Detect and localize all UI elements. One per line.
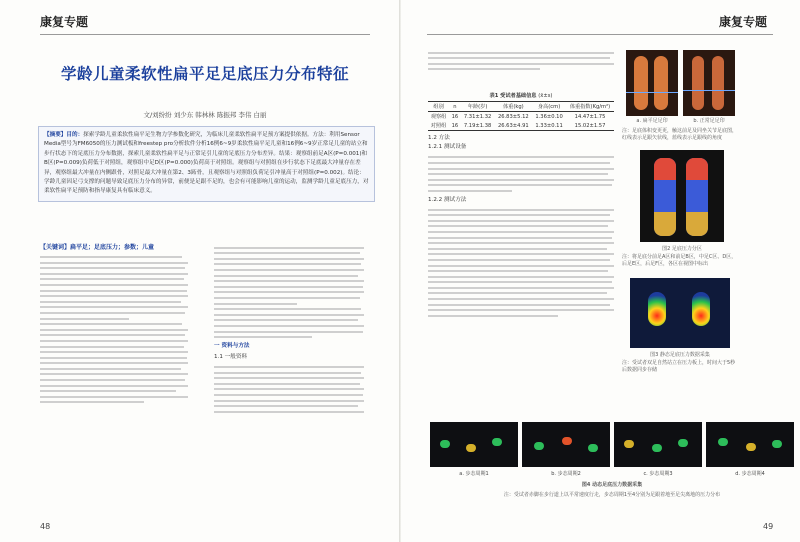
table-cell: 26.83±5.12: [497, 113, 529, 120]
table-cell: 16: [451, 122, 459, 129]
header-rule-left: [40, 34, 370, 35]
gait-strip-3: [614, 422, 702, 467]
right-intro-text: [428, 48, 614, 74]
fig3-caption: 图3 静态足底压力数据采集: [650, 352, 710, 358]
table-header-cell: n: [453, 103, 457, 110]
table-cell: 16: [451, 113, 459, 120]
fig1-label-a: a. 扁平足足印: [636, 118, 668, 124]
table-cell: 对照组: [430, 123, 447, 129]
section-heading-materials: 一 资料与方法: [214, 342, 250, 349]
table-cell: 15.02±1.57: [574, 122, 606, 129]
fig4-label-b: b. 步态周期2: [551, 471, 581, 477]
section-method: 1.2 方法: [428, 135, 450, 141]
table-row: [428, 121, 614, 131]
running-head-left: 康复专题: [40, 15, 89, 29]
right-column-methods: [428, 134, 614, 320]
figure-plantar-zones: [640, 150, 724, 242]
gait-strip-1: [430, 422, 518, 467]
fig4-label-d: d. 步态周期4: [735, 471, 765, 477]
fig4-label-a: a. 步态周期1: [459, 471, 489, 477]
left-column-1: [40, 243, 188, 407]
table-cell: 观察组: [430, 114, 447, 120]
table-cell: 7.31±1.32: [463, 113, 492, 120]
section-device: 1.2.1 测试设备: [428, 144, 467, 151]
table-title: 表1 受试者基础信息: [489, 93, 537, 99]
figure-flatfoot-print: [626, 50, 678, 116]
fig4-label-c: c. 步态周期3: [643, 471, 673, 477]
fig2-note: 注：将足底分前足A区和前足B区，中足C区、D区，后足E区，后足F区，各区在视图中标出: [622, 254, 737, 267]
fig2-caption: 图2 足底压力分区: [662, 246, 702, 252]
left-column-2: [214, 243, 364, 416]
subsection-general-data: 1.1 一般资料: [214, 354, 248, 361]
section-test-method: 1.2.2 测试方法: [428, 196, 467, 203]
article-title: 学龄儿童柔软性扁平足足底压力分布特征: [60, 65, 349, 83]
fig1-caption: 注：足底体积变更更，触这前足及同坐关节足底图，红线表示足跟矢状线，蓝线表示足跟线的角度: [622, 128, 738, 141]
fig3-note: 注：受试者双足自然站立在压力板上，时间大于5秒后数据同步存储: [622, 360, 736, 373]
table-header-cell: 身高(cm): [537, 104, 561, 110]
table-header-cell: 体重指数(Kg/m²): [569, 104, 611, 110]
table-cell: 1.33±0.11: [535, 122, 563, 129]
table-header-row: [428, 102, 614, 112]
figure-static-pressure: [630, 278, 730, 348]
keywords: 【关键词】扁平足；足底压力；参数；儿童: [40, 244, 155, 251]
table-cell: 14.47±1.75: [574, 113, 606, 120]
left-page: [0, 0, 399, 542]
table-header-cell: 组别: [433, 104, 444, 110]
abstract-box: [38, 126, 375, 202]
figure-normal-print: [683, 50, 735, 116]
page-number-left: 48: [40, 522, 51, 531]
page-number-right: 49: [763, 522, 774, 531]
gait-strip-2: [522, 422, 610, 467]
fig4-caption: 图4 动态足底压力数据采集: [581, 482, 643, 488]
table-header-cell: 年龄(岁): [467, 104, 488, 110]
table-header-cell: 体重(kg): [502, 104, 524, 110]
table-unit: (x̄±s): [538, 93, 553, 99]
table-cell: 7.19±1.38: [463, 122, 492, 129]
header-rule-right: [427, 34, 773, 35]
table-cell: 1.36±0.10: [535, 113, 563, 120]
abstract-text: 探索学龄儿童柔软性扁平足生物力学参数化研究，为临床儿童柔软性扁平足预方案提供依据。方法：利用Sensor Media型号为FM6050的压力测试板和freestep pro分析软件分析16例6~9岁柔软性扁平足儿童和16例6~9岁正常足儿童的站立和步行状态下的足底压力分布数据，探索儿童柔软性扁平足与正常足引儿童的足底压力分布差异。结果：观察组前足A区(P=0.001)和B区(P=0.009)负荷低于对照组，观察组中足D区(P=0.000)负荷高于对照组。观察组与对照组在步行状态下足底最大冲量存在差异，观察组最大冲量在内侧跟骨，对照足最大冲量在第2、3跖骨，且观察组与对照组负荷足引冲量高于对照组(P=0.002)。结论：学龄儿童因足弓支撑的问题导致足底压力分布的异常，前便是足跟不足的，也会有可能影响儿童的运动，监测学龄儿童足底压力，对柔软性扁平足预防和指导康复具有临床意义。: [44, 132, 369, 195]
fig4-note: 注：受试者赤脚在步行道上以平常速度行走，步态周期1至4分别为足跟着地至足尖离地的压力分布: [503, 492, 721, 498]
abstract-lead: 【摘要】目的：: [44, 132, 84, 138]
article-authors: 文/刘纷纷 刘少东 韩林林 陈振邦 李伟 白丽: [143, 111, 267, 119]
table-row: [428, 112, 614, 122]
gait-strip-4: [706, 422, 794, 467]
running-head-right: 康复专题: [719, 15, 768, 29]
fig1-label-b: b. 正常足足印: [693, 118, 725, 124]
table-cell: 26.63±4.91: [497, 122, 529, 129]
table-subject-info: [428, 92, 614, 131]
